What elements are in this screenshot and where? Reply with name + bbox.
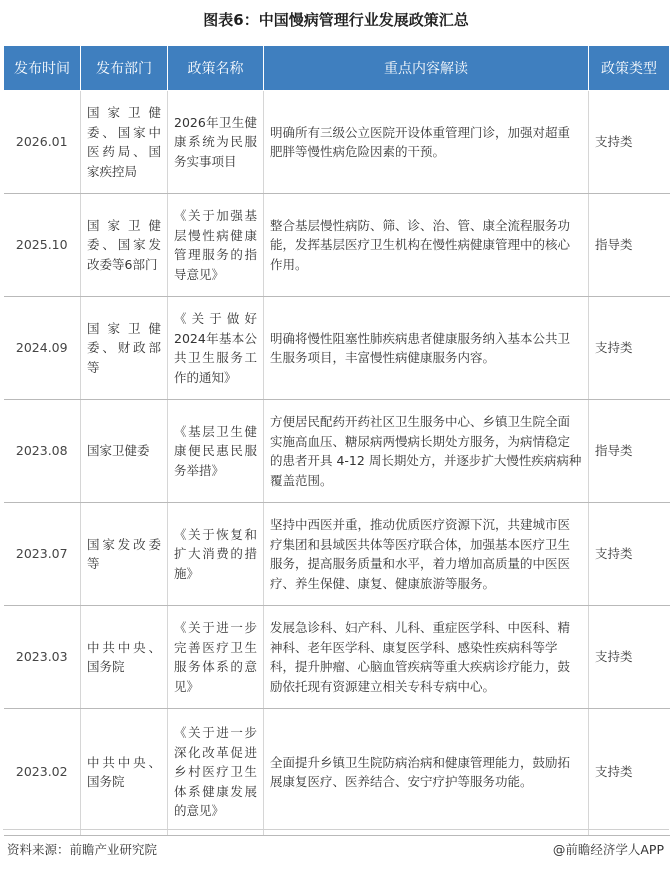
cell-dept: 国家卫健委、国家中医药局、国家疾控局 (81, 91, 168, 194)
cell-date: 2025.10 (4, 194, 81, 297)
policy-table (3, 45, 670, 836)
cell-type: 支持类 (589, 606, 670, 709)
cell-type: 指导类 (589, 400, 670, 503)
brand-credit: @前瞻经济学人APP (552, 842, 664, 857)
cell-policy-name: 2026年卫生健康系统为民服务实事项目 (168, 91, 264, 194)
cell-date: 2023.03 (4, 606, 81, 709)
source-note: 资料来源：前瞻产业研究院 (7, 842, 158, 857)
footer-divider (3, 829, 669, 830)
header-content: 重点内容解读 (264, 46, 589, 91)
cell-type: 支持类 (589, 709, 670, 836)
cell-date: 2023.07 (4, 503, 81, 606)
table-row (4, 91, 670, 194)
cell-type: 支持类 (589, 503, 670, 606)
header-type: 政策类型 (589, 46, 670, 91)
table-header-row (4, 46, 670, 91)
cell-policy-name: 《关于恢复和扩大消费的措施》 (168, 503, 264, 606)
cell-type: 支持类 (589, 91, 670, 194)
cell-dept: 国家卫健委、财政部等 (81, 297, 168, 400)
cell-dept: 中共中央、国务院 (81, 709, 168, 836)
table-row (4, 194, 670, 297)
cell-dept: 国家发改委等 (81, 503, 168, 606)
cell-content: 全面提升乡镇卫生院防病治病和健康管理能力，鼓励拓展康复医疗、医养结合、安宁疗护等服务功能。 (264, 709, 589, 836)
cell-policy-name: 《关于加强基层慢性病健康管理服务的指导意见》 (168, 194, 264, 297)
table-row (4, 400, 670, 503)
cell-dept: 中共中央、国务院 (81, 606, 168, 709)
cell-policy-name: 《基层卫生健康便民惠民服务举措》 (168, 400, 264, 503)
table-row (4, 709, 670, 836)
cell-policy-name: 《关于做好2024年基本公共卫生服务工作的通知》 (168, 297, 264, 400)
cell-content: 明确所有三级公立医院开设体重管理门诊，加强对超重肥胖等慢性病危险因素的干预。 (264, 91, 589, 194)
table-row (4, 606, 670, 709)
cell-policy-name: 《关于进一步完善医疗卫生服务体系的意见》 (168, 606, 264, 709)
cell-date: 2026.01 (4, 91, 81, 194)
table-row (4, 503, 670, 606)
cell-content: 明确将慢性阻塞性肺疾病患者健康服务纳入基本公共卫生服务项目，丰富慢性病健康服务内容。 (264, 297, 589, 400)
cell-dept: 国家卫健委 (81, 400, 168, 503)
header-date: 发布时间 (4, 46, 81, 91)
header-name: 政策名称 (168, 46, 264, 91)
figure-title: 图表6：中国慢病管理行业发展政策汇总 (203, 11, 469, 29)
cell-type: 指导类 (589, 194, 670, 297)
cell-content: 整合基层慢性病防、筛、诊、治、管、康全流程服务功能，发挥基层医疗卫生机构在慢性病健康管理中的核心作用。 (264, 194, 589, 297)
header-dept: 发布部门 (81, 46, 168, 91)
cell-content: 方便居民配药开药社区卫生服务中心、乡镇卫生院全面实施高血压、糖尿病两慢病长期处方服务，为病情稳定的患者开具 4-12 周长期处方，并逐步扩大慢性疾病病种覆盖范围。 (264, 400, 589, 503)
cell-date: 2024.09 (4, 297, 81, 400)
cell-content: 坚持中西医并重，推动优质医疗资源下沉，共建城市医疗集团和县域医共体等医疗联合体，加强基本医疗卫生服务，提高服务质量和水平，着力增加高质量的中医医疗、养生保健、康复、健康旅游等服务。 (264, 503, 589, 606)
cell-policy-name: 《关于进一步深化改革促进乡村医疗卫生体系健康发展的意见》 (168, 709, 264, 836)
table-row (4, 297, 670, 400)
cell-date: 2023.02 (4, 709, 81, 836)
cell-date: 2023.08 (4, 400, 81, 503)
cell-content: 发展急诊科、妇产科、儿科、重症医学科、中医科、精神科、老年医学科、康复医学科、感染性疾病科等学科，提升肿瘤、心脑血管疾病等重大疾病诊疗能力，鼓励依托现有资源建立相关专科专病中心。 (264, 606, 589, 709)
cell-type: 支持类 (589, 297, 670, 400)
cell-dept: 国家卫健委、国家发改委等6部门 (81, 194, 168, 297)
